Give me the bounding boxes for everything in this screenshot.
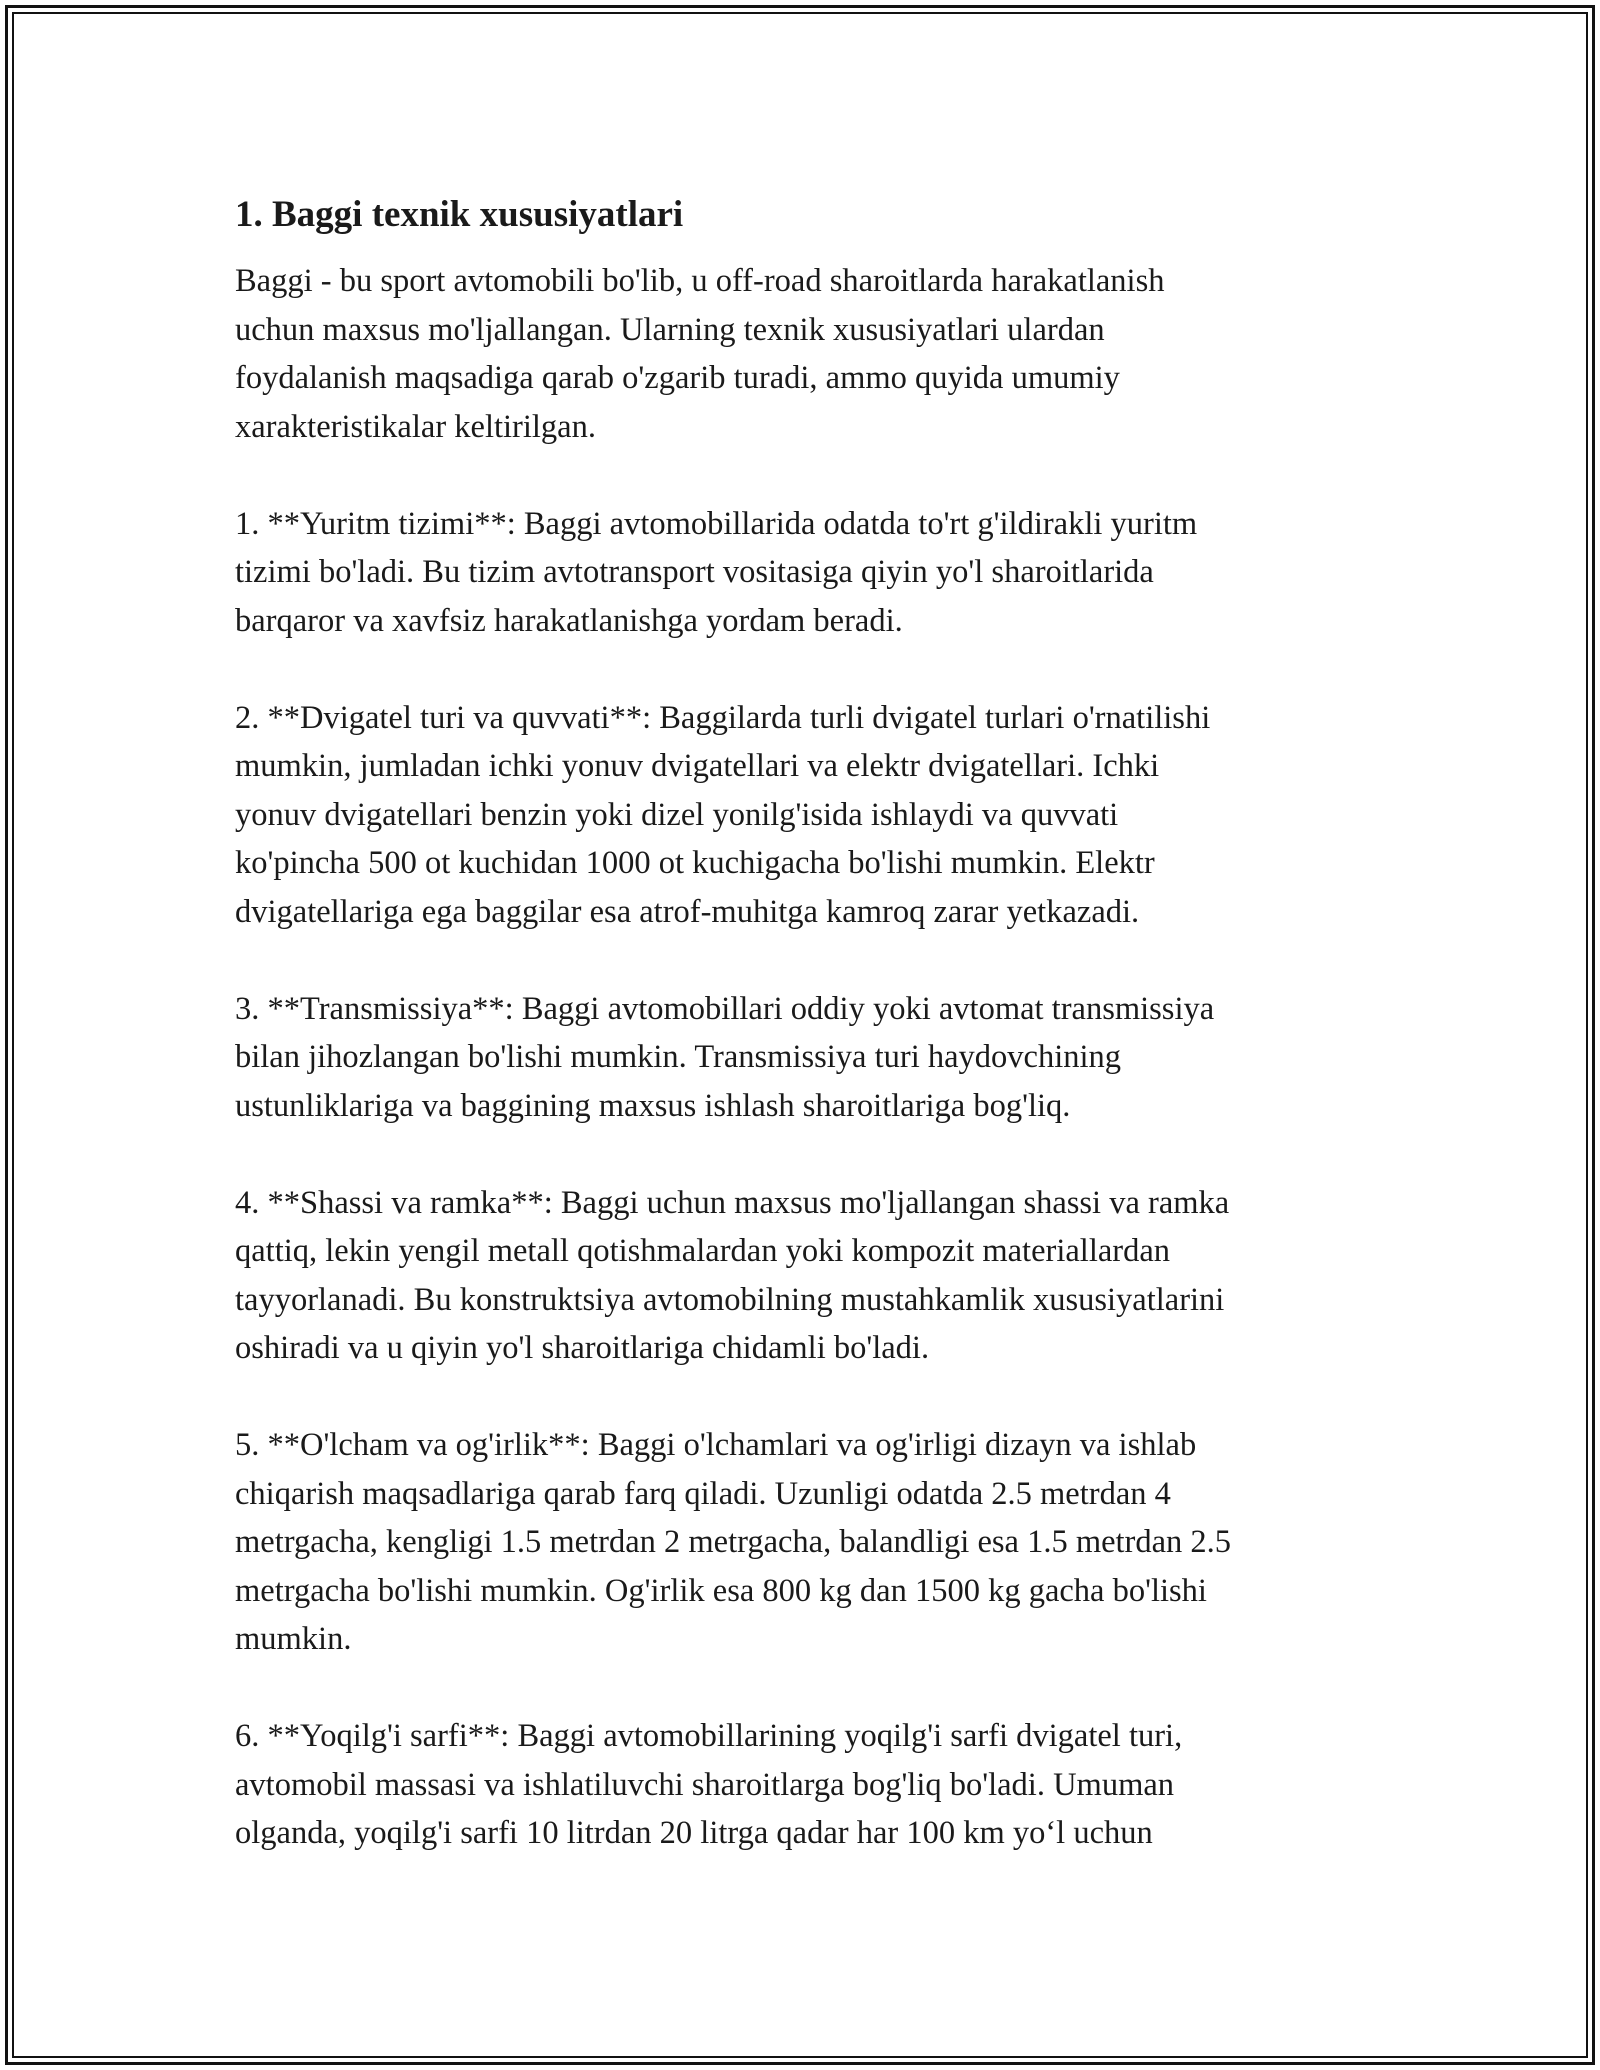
paragraph-transmission: 3. **Transmissiya**: Baggi avtomobillari oddiy yoki avtomat transmissiya bilan jihozlangan bo'lishi mumkin. Transmissiya turi haydovchining ustunliklariga va baggining maxsus ishlash sharoitlariga bog'liq. [235,990,1215,1124]
document-body [235,188,1375,1906]
intro-paragraph: Baggi - bu sport avtomobili bo'lib, u off-road sharoitlarda harakatlanish uchun maxsus mo'ljallangan. Ularning texnik xususiyatlari ulardan foydalanish maqsadiga qarab o'zgarib turadi, ammo quyida umumiy xarakteristikalar keltirilgan. [235,263,1165,445]
paragraph-engine: 2. **Dvigatel turi va quvvati**: Baggilarda turli dvigatel turlari o'rnatilishi mumkin, jumladan ichki yonuv dvigatellari va elektr dvigatellari. Ichki yonuv dvigatellari benzin yoki dizel yonilg'isida ishlaydi va quvvati ko'pincha 500 ot kuchidan 1000 ot kuchigacha bo'lishi mumkin. Elektr dvigatellariga ega baggilar esa atrof-muhitga kamroq zarar yetkazadi. [235,699,1211,930]
paragraph-drive-system: 1. **Yuritm tizimi**: Baggi avtomobillarida odatda to'rt g'ildirakli yuritm tizimi bo'ladi. Bu tizim avtotransport vositasiga qiyin yo'l sharoitlarida barqaror va xavfsiz harakatlanishga yordam beradi. [235,505,1198,639]
paragraph-dimensions: 5. **O'lcham va og'irlik**: Baggi o'lchamlari va og'irligi dizayn va ishlab chiqarish maqsadlariga qarab farq qiladi. Uzunligi odatda 2.5 metrdan 4 metrgacha, kengligi 1.5 metrdan 2 metrgacha, balandligi esa 1.5 metrdan 2.5 metrgacha bo'lishi mumkin. Og'irlik esa 800 kg dan 1500 kg gacha bo'lishi mumkin. [235,1427,1232,1657]
section-heading: 1. Baggi texnik xususiyatlari [235,194,684,235]
paragraph-chassis: 4. **Shassi va ramka**: Baggi uchun maxsus mo'ljallangan shassi va ramka qattiq, lekin yengil metall qotishmalardan yoki kompozit materiallardan tayyorlanadi. Bu konstruktsiya avtomobilning mustahkamlik xususiyatlarini oshiradi va u qiyin yo'l sharoitlariga chidamli bo'ladi. [235,1184,1230,1366]
paragraph-fuel: 6. **Yoqilg'i sarfi**: Baggi avtomobillarining yoqilg'i sarfi dvigatel turi, avtomobil massasi va ishlatiluvchi sharoitlarga bog'liq bo'ladi. Umuman olganda, yoqilg'i sarfi 10 litrdan 20 litrga qadar har 100 km yo‘l uchun [235,1718,1183,1851]
